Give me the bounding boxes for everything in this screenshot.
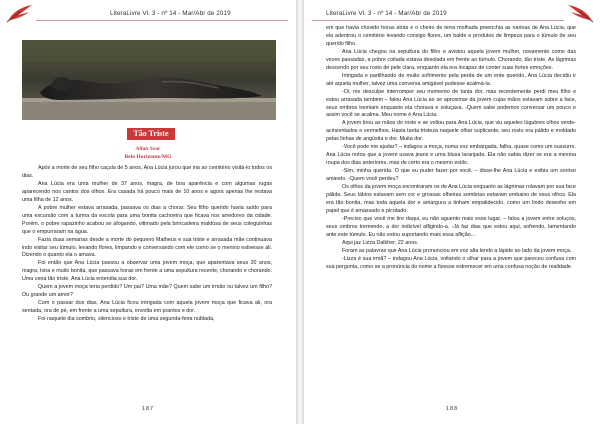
- left-page-header: [0, 3, 296, 23]
- paragraph: Foram as palavras que Ana Lúcia pronunciou em voz alta lendo a lápide ao lado da jovem moça.: [342, 247, 572, 254]
- page-number-left: 187: [141, 406, 155, 412]
- story-author-location: Belo Horizonte/MG: [124, 154, 172, 160]
- page-number-right: 188: [445, 406, 459, 412]
- right-body-text: [326, 25, 576, 272]
- paragraph: Aqui jaz Lizza Dalkher; 22 anos.: [342, 239, 419, 246]
- paragraph: -Você pode me ajudar? – indagou a moça, numa voz embargada, falha, quase como um sussurro. Ana Lúcia notou que a jovem usava jeans e uma blusa laranjada. Ela não sabia dizer se era a mesma roupa dos dias anteriores, mas de certo era o mesmo estilo.: [326, 144, 576, 167]
- left-page: [0, 0, 296, 424]
- paragraph: em que havia chovido horas atrás e o cheiro de terra molhada preenchia as narinas de Ana Lúcia, que ela adentrou o cemitério levando consigo flores, um balde e produtos de limpeza para o túmulo de seu querido filho.: [326, 25, 576, 47]
- paragraph: -Lizza é sua irmã? – indagou Ana Lúcia, voltando o olhar para a jovem que pareceu confusa com sua pergunta, como se a pronúncia do nome a fizesse estremecer em uma confusa noção de realidade.: [326, 255, 576, 270]
- paragraph: Foi naquele dia sombrio, silencioso e triste de uma segunda-feira nublada,: [38, 316, 215, 323]
- paragraph: A pobre mulher estava arrasada, passava os dias a chorar. Seu filho querido havia saído para uma excursão com a turma da escola para uma bonita cachoeira que ficava nos arredores da cidade. Porém, o pobre rapazinho acabou se afogando, vitimado pela brincadeira maldosa de seus coleguinhas que o empurraram na água.: [22, 204, 272, 235]
- header-text: LiteraLivre Vl. 3 - nº 14 - Mar/Abr de 2019: [110, 10, 231, 17]
- paragraph: Quem a jovem moça teria perdido? Um pai? Uma mãe? Quem sabe um irmão ou talvez um filho? Ou grande um amor?: [22, 284, 272, 299]
- paragraph: Fazia duas semanas desde a morte do pequeno Matheus e sua triste e arrasada mãe continuava indo visitar seu túmulo, levando flores, limpando e conversando com ele como se o menino estivesse ali. Dizendo o quanto ela o amava.: [22, 236, 272, 259]
- paragraph: Ana Lúcia chegou na sepultura do filho e avistou aquela jovem mulher, novamente como das vezes passadas, a pobre coitada estava desolada em frente ao túmulo. Chorando, tão triste. As lágrimas descendo por seu rosto de pele clara, enquanto ela era incapaz de conter suas fortes emoções.: [326, 48, 576, 71]
- right-page: [304, 0, 600, 424]
- story-title: Tão Triste: [127, 128, 175, 140]
- paragraph: Ana Lúcia era uma mulher de 37 anos, magra, de boa aparência e com algumas rugas aparecendo nos cantos dos olhos. Era casada há pouco mais de 10 anos e agora apenas lhe restava uma filha de 12 anos.: [22, 180, 272, 203]
- paragraph: -Oi, me desculpe interromper seu momento de tanta dor, mas recentemente perdi meu filho e estou arrasada também – falou Ana Lúcia ao se aproximar da jovem cujas mãos estavam sobre a face, seus ombros tremiam enquanto ela chorava e soluçava. -Quem sabe podemos conversar um pouco e assim você se acalma. Meu nome é Ana Lúcia.: [326, 88, 576, 119]
- paragraph: Intrigada e partilhando de muito sofrimento pela perda de um ente querido, Ana Lúcia decidiu ir até aquela mulher, talvez uma conversa amigável pudesse acalmá-la.: [326, 72, 576, 87]
- paragraph: -Sim, minha querida. O que eu puder fazer por você. – disse-lhe Ana Lúcia e exibiu um sorriso amarelo. -Quem você perdeu?: [326, 168, 576, 183]
- paragraph: Após a morte de seu filho caçula de 5 anos, Ana Lúcia jurou que iria ao cemitério visitá-lo todos os dias.: [22, 165, 272, 179]
- paragraph: Com o passar dos dias, Ana Lúcia ficou intrigada com aquela jovem moça que ficava ali, ora sentada, ora de pé, em frente a uma sepultura, envolta em prantos e dor.: [22, 300, 272, 315]
- quill-pen-icon: [4, 3, 34, 23]
- book-gutter: [296, 0, 304, 424]
- header-rule: [312, 20, 564, 21]
- right-page-header: [304, 3, 600, 23]
- header-text: LiteraLivre Vl. 3 - nº 14 - Mar/Abr de 2019: [326, 10, 447, 17]
- paragraph: Foi então que Ana Lúcia passou a observar uma jovem moça, que aparentava seus 20 anos, magra, loira e muito bonita, que passava horas em frente a uma sepultura recente, chorando e chorando. Uma cena tão triste, Ana Lúcia entendia sua dor.: [22, 260, 272, 283]
- quill-pen-icon: [566, 3, 596, 23]
- header-rule: [36, 20, 288, 21]
- story-photo-sculpture: [22, 40, 276, 120]
- story-author: Allan Sear: [135, 146, 161, 152]
- paragraph: Os olhos da jovem moça encontraram os de Ana Lúcia enquanto as lágrimas rolavam por sua face pálida. Seus lábios estavam sem cor e grossas olheiras sombrias estavam embaixo de seus olhos. Ela era tão bonita, mas toda aquela dor e amargura a tinham empalidecido, como um lindo desenho em papel que é amassado e picotado.: [326, 184, 576, 214]
- left-body-text: [22, 165, 272, 324]
- paragraph: A jovem tirou as mãos do rosto e se voltou para Ana Lúcia, que viu aqueles lúgubres olhos verde-acinzentados e vermelhos. Havia tanta tristeza naquele olhar suplicante, seu rosto era pálido e moldado pelas linhas de angústia e dor. Muita dor.: [326, 120, 576, 143]
- paragraph: -Preciso que você me tire daqui, eu não aguento mais esse lugar. – falou a jovem entre soluços, seus ombros tremendo, a dor indizível afligindo-a. -Já faz dias que estou aqui, sofrendo, lamentando ante este túmulo. Eu não estou suportando mais essa aflição...: [326, 215, 576, 238]
